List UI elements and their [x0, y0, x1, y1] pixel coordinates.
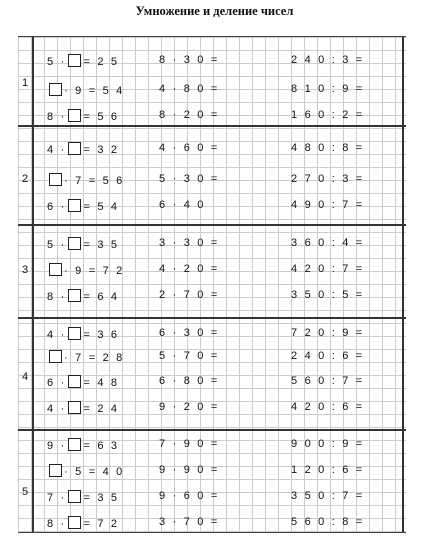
answer-box[interactable]	[68, 516, 81, 529]
multiplication-problem: 4 · 2 0 =	[159, 263, 220, 275]
missing-factor-problem	[47, 350, 124, 365]
missing-factor-problem	[47, 199, 119, 214]
expression-start: 4 ·	[47, 329, 67, 341]
expression-end: = 3 5	[83, 492, 120, 504]
answer-box[interactable]	[49, 83, 62, 96]
division-problem: 2 7 0 : 3 =	[291, 173, 365, 185]
answer-box[interactable]	[68, 375, 81, 388]
expression-end: = 6 4	[83, 291, 120, 303]
multiplication-problem: 5 · 7 0 =	[159, 350, 220, 362]
missing-factor-problem	[47, 464, 124, 479]
missing-factor-problem	[47, 516, 119, 531]
multiplication-problem: 5 · 3 0 =	[159, 173, 220, 185]
expression-start: 5 ·	[47, 56, 67, 68]
multiplication-problem: 8 · 2 0 =	[159, 109, 220, 121]
missing-factor-problem	[47, 401, 119, 416]
expression-end: = 6 3	[83, 440, 120, 452]
division-problem: 4 2 0 : 7 =	[291, 263, 365, 275]
missing-factor-problem	[47, 375, 119, 390]
exercise-block	[18, 125, 406, 226]
expression-end: · 5 = 4 0	[64, 466, 125, 478]
division-problem: 5 6 0 : 8 =	[291, 516, 365, 528]
answer-box[interactable]	[68, 327, 81, 340]
division-problem: 1 6 0 : 2 =	[291, 109, 365, 121]
expression-end: = 4 8	[83, 377, 120, 389]
multiplication-problem: 6 · 8 0 =	[159, 375, 220, 387]
expression-start: 8 ·	[47, 291, 67, 303]
missing-factor-problem	[47, 237, 119, 252]
expression-start: 7 ·	[47, 492, 67, 504]
expression-start: 8 ·	[47, 111, 67, 123]
answer-box[interactable]	[68, 199, 81, 212]
expression-end: · 7 = 2 8	[64, 352, 125, 364]
page-title: Умножение и деление чисел	[135, 4, 294, 18]
expression-end: · 9 = 7 2	[64, 265, 125, 277]
division-problem: 7 2 0 : 9 =	[291, 327, 365, 339]
expression-end: = 2 5	[83, 56, 120, 68]
multiplication-problem: 6 · 4 0	[159, 199, 206, 211]
division-problem: 3 6 0 : 4 =	[291, 237, 365, 249]
multiplication-problem: 4 · 8 0 =	[159, 83, 220, 95]
answer-box[interactable]	[68, 54, 81, 67]
answer-box[interactable]	[68, 109, 81, 122]
block-number: 3	[21, 264, 29, 276]
multiplication-problem: 9 · 2 0 =	[159, 401, 220, 413]
multiplication-problem: 8 · 3 0 =	[159, 54, 220, 66]
answer-box[interactable]	[49, 173, 62, 186]
expression-start: 6 ·	[47, 201, 67, 213]
answer-box[interactable]	[68, 438, 81, 451]
multiplication-problem: 9 · 6 0 =	[159, 490, 220, 502]
division-problem: 4 2 0 : 6 =	[291, 401, 365, 413]
expression-start: 9 ·	[47, 440, 67, 452]
answer-box[interactable]	[49, 263, 62, 276]
multiplication-problem: 4 · 6 0 =	[159, 142, 220, 154]
exercise-block	[18, 429, 406, 534]
expression-end: · 9 = 5 4	[64, 85, 125, 97]
missing-factor-problem	[47, 54, 119, 69]
expression-end: = 5 4	[83, 201, 120, 213]
block-number: 4	[21, 371, 29, 383]
exercise-block	[18, 224, 406, 319]
division-problem: 2 4 0 : 3 =	[291, 54, 365, 66]
answer-box[interactable]	[68, 289, 81, 302]
worksheet-grid	[18, 36, 406, 533]
division-problem: 3 5 0 : 7 =	[291, 490, 365, 502]
expression-start: 6 ·	[47, 377, 67, 389]
answer-box[interactable]	[49, 464, 62, 477]
block-number: 2	[21, 173, 29, 185]
division-problem: 9 0 0 : 9 =	[291, 438, 365, 450]
missing-factor-problem	[47, 142, 119, 157]
expression-end: · 7 = 5 6	[64, 175, 125, 187]
division-problem: 3 5 0 : 5 =	[291, 289, 365, 301]
division-problem: 4 8 0 : 8 =	[291, 142, 365, 154]
multiplication-problem: 3 · 3 0 =	[159, 237, 220, 249]
multiplication-problem: 3 · 7 0 =	[159, 516, 220, 528]
expression-start: 5 ·	[47, 239, 67, 251]
expression-end: = 3 2	[83, 144, 120, 156]
division-problem: 2 4 0 : 6 =	[291, 350, 365, 362]
multiplication-problem: 7 · 9 0 =	[159, 438, 220, 450]
block-number: 1	[21, 77, 29, 89]
exercise-block	[18, 317, 406, 431]
missing-factor-problem	[47, 490, 119, 505]
expression-start: 4 ·	[47, 144, 67, 156]
missing-factor-problem	[47, 289, 119, 304]
division-problem: 1 2 0 : 6 =	[291, 464, 365, 476]
division-problem: 8 1 0 : 9 =	[291, 83, 365, 95]
missing-factor-problem	[47, 83, 124, 98]
missing-factor-problem	[47, 173, 124, 188]
block-number: 5	[21, 486, 29, 498]
answer-box[interactable]	[68, 401, 81, 414]
missing-factor-problem	[47, 438, 119, 453]
missing-factor-problem	[47, 263, 124, 278]
answer-box[interactable]	[68, 490, 81, 503]
expression-end: = 2 4	[83, 403, 120, 415]
exercise-block	[18, 37, 406, 125]
missing-factor-problem	[47, 327, 119, 342]
answer-box[interactable]	[68, 142, 81, 155]
expression-start: 8 ·	[47, 518, 67, 530]
division-problem: 5 6 0 : 7 =	[291, 375, 365, 387]
answer-box[interactable]	[49, 350, 62, 363]
expression-end: = 3 6	[83, 329, 120, 341]
multiplication-problem: 2 · 7 0 =	[159, 289, 220, 301]
expression-start: 4 ·	[47, 403, 67, 415]
answer-box[interactable]	[68, 237, 81, 250]
expression-end: = 7 2	[83, 518, 120, 530]
expression-end: = 5 6	[83, 111, 120, 123]
multiplication-problem: 6 · 3 0 =	[159, 327, 220, 339]
missing-factor-problem	[47, 109, 119, 124]
multiplication-problem: 9 · 9 0 =	[159, 464, 220, 476]
expression-end: = 3 5	[83, 239, 120, 251]
division-problem: 4 9 0 : 7 =	[291, 199, 365, 211]
